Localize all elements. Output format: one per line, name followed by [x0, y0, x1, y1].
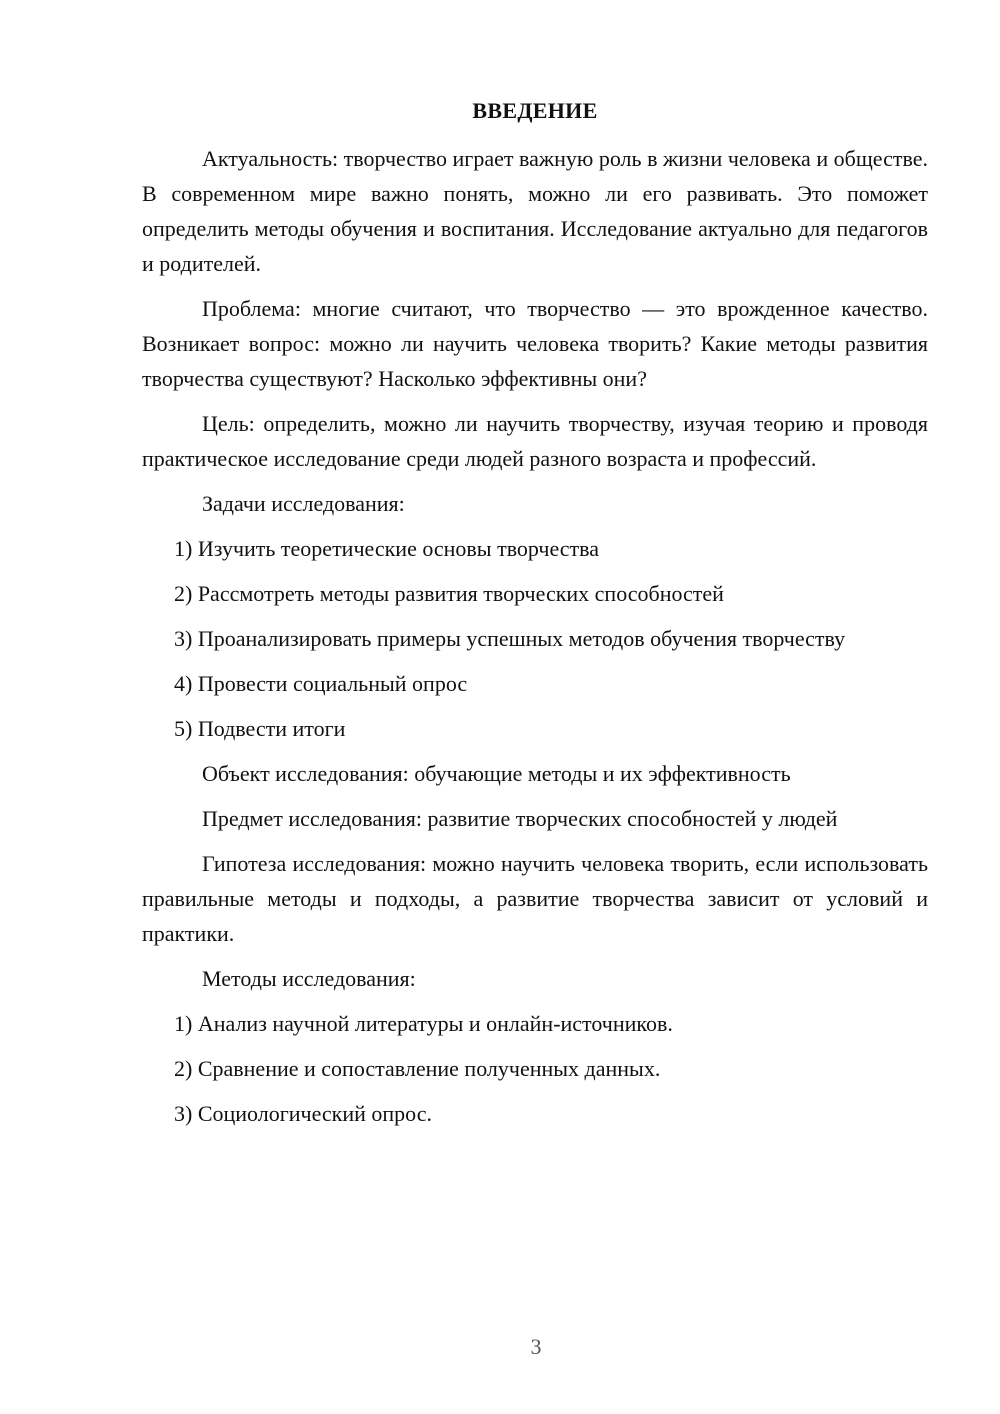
- methods-list: [142, 1006, 928, 1131]
- object-line: Объект исследования: обучающие методы и их эффективность: [202, 761, 791, 786]
- tasks-title: Задачи исследования:: [202, 491, 405, 516]
- list-item: 1) Изучить теоретические основы творчества: [174, 536, 600, 561]
- page-body: [142, 95, 928, 1141]
- goal-paragraph: Цель: определить, можно ли научить творчеству, изучая теорию и проводя практическое исследование среди людей разного возраста и профессий.: [142, 411, 928, 471]
- list-item: 1) Анализ научной литературы и онлайн-источников.: [174, 1011, 673, 1036]
- list-item: 3) Социологический опрос.: [174, 1101, 432, 1126]
- relevance-paragraph: Актуальность: творчество играет важную роль в жизни человека и обществе. В современном мире важно понять, можно ли его развивать. Это поможет определить методы обучения и воспитания. Исследование актуально для педагогов и родителей.: [142, 146, 928, 276]
- list-item: 2) Сравнение и сопоставление полученных данных.: [174, 1056, 661, 1081]
- tasks-list: [142, 531, 928, 746]
- list-item: 4) Провести социальный опрос: [174, 671, 468, 696]
- methods-title: Методы исследования:: [202, 966, 416, 991]
- problem-paragraph: Проблема: многие считают, что творчество — это врожденное качество. Возникает вопрос: можно ли научить человека творить? Какие методы развития творчества существуют? Насколько эффективны они?: [142, 296, 928, 391]
- page-number: 3: [530, 1334, 542, 1359]
- section-heading: ВВЕДЕНИЕ: [472, 98, 598, 123]
- list-item: 3) Проанализировать примеры успешных методов обучения творчеству: [174, 626, 846, 651]
- list-item: 2) Рассмотреть методы развития творческих способностей: [174, 581, 724, 606]
- hypothesis-paragraph: Гипотеза исследования: можно научить человека творить, если использовать правильные методы и подходы, а развитие творчества зависит от условий и практики.: [142, 851, 928, 946]
- list-item: 5) Подвести итоги: [174, 716, 346, 741]
- subject-line: Предмет исследования: развитие творческих способностей у людей: [202, 806, 838, 831]
